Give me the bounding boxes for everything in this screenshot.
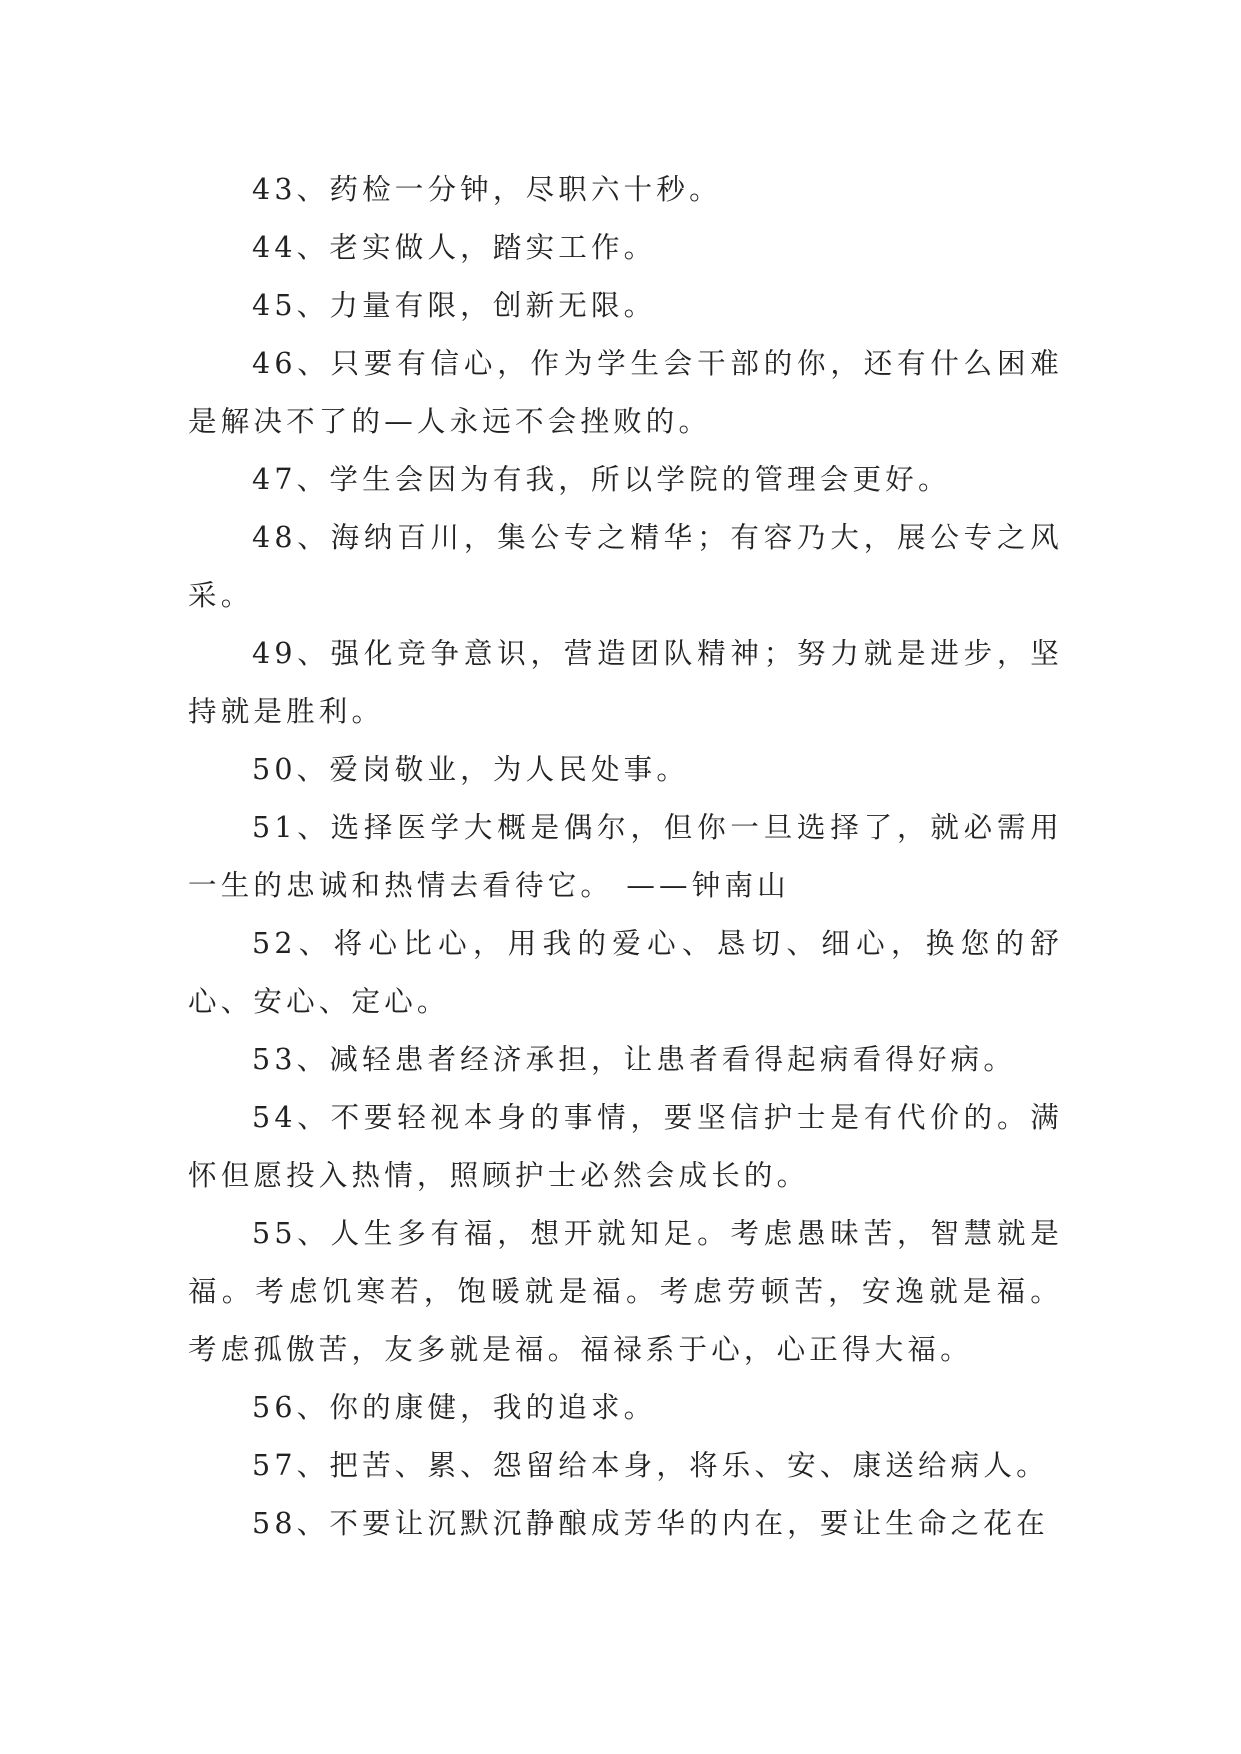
document-body	[188, 161, 1063, 1553]
paragraph-44: 44、老实做人，踏实工作。	[252, 231, 657, 264]
paragraph-58: 58、不要让沉默沉静酿成芳华的内在，要让生命之花在	[252, 1507, 1049, 1540]
paragraph-49: 49、强化竞争意识，营造团队精神；努力就是进步，坚持就是胜利。	[188, 637, 1063, 728]
paragraph-48: 48、海纳百川，集公专之精华；有容乃大，展公专之风采。	[188, 521, 1063, 612]
paragraph-52: 52、将心比心，用我的爱心、恳切、细心，换您的舒心、安心、定心。	[188, 927, 1063, 1018]
paragraph-55: 55、人生多有福，想开就知足。考虑愚昧苦，智慧就是福。考虑饥寒若，饱暖就是福。考虑劳顿苦，安逸就是福。考虑孤傲苦，友多就是福。福禄系于心，心正得大福。	[188, 1217, 1063, 1366]
paragraph-43: 43、药检一分钟，尽职六十秒。	[252, 173, 722, 206]
paragraph-50: 50、爱岗敬业，为人民处事。	[252, 753, 690, 786]
paragraph-57: 57、把苦、累、怨留给本身，将乐、安、康送给病人。	[252, 1449, 1049, 1482]
paragraph-51: 51、选择医学大概是偶尔，但你一旦选择了，就必需用一生的忠诚和热情去看待它。 ——钟南山	[188, 811, 1063, 902]
paragraph-53: 53、减轻患者经济承担，让患者看得起病看得好病。	[252, 1043, 1017, 1076]
paragraph-56: 56、你的康健，我的追求。	[252, 1391, 657, 1424]
paragraph-47: 47、学生会因为有我，所以学院的管理会更好。	[252, 463, 951, 496]
paragraph-46: 46、只要有信心，作为学生会干部的你，还有什么困难是解决不了的—人永远不会挫败的。	[188, 347, 1063, 438]
paragraph-45: 45、力量有限，创新无限。	[252, 289, 657, 322]
paragraph-54: 54、不要轻视本身的事情，要坚信护士是有代价的。满怀但愿投入热情，照顾护士必然会成长的。	[188, 1101, 1063, 1192]
